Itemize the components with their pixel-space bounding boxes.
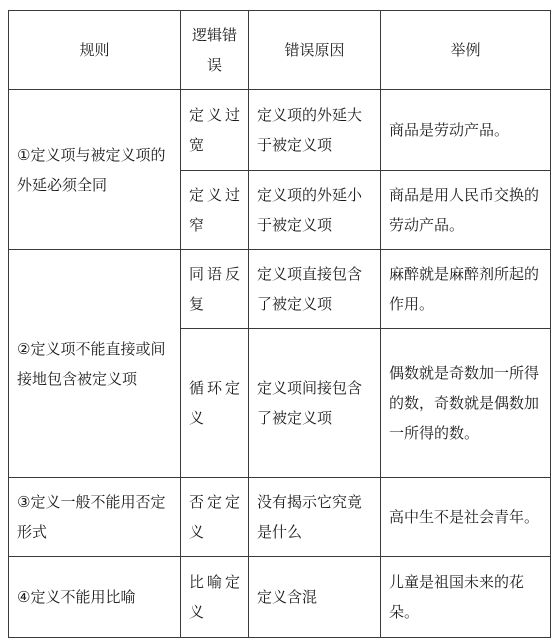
reason-cell: 定义项直接包含了被定义项 (249, 250, 381, 329)
example-cell: 偶数就是奇数加一所得的数，奇数就是偶数加一所得的数。 (381, 329, 551, 478)
rule-cell: ②定义项不能直接或间接地包含被定义项 (9, 250, 181, 478)
error-cell: 定义过窄 (181, 171, 249, 250)
error-cell: 循环定义 (181, 329, 249, 478)
definition-rules-table (8, 10, 551, 638)
rule-cell: ③定义一般不能用否定形式 (9, 478, 181, 557)
header-error: 逻辑错误 (181, 11, 249, 90)
header-row (9, 11, 551, 90)
example-cell: 儿童是祖国未来的花朵。 (381, 557, 551, 638)
error-cell: 同语反复 (181, 250, 249, 329)
reason-cell: 定义项间接包含了被定义项 (249, 329, 381, 478)
table-row (9, 250, 551, 329)
example-cell: 高中生不是社会青年。 (381, 478, 551, 557)
error-cell: 否定定义 (181, 478, 249, 557)
table-row (9, 90, 551, 171)
example-cell: 商品是劳动产品。 (381, 90, 551, 171)
reason-cell: 定义项的外延小于被定义项 (249, 171, 381, 250)
reason-cell: 没有揭示它究竟是什么 (249, 478, 381, 557)
rule-cell: ①定义项与被定义项的外延必须全同 (9, 90, 181, 250)
rule-cell: ④定义不能用比喻 (9, 557, 181, 638)
reason-cell: 定义含混 (249, 557, 381, 638)
error-cell: 比喻定义 (181, 557, 249, 638)
example-cell: 商品是用人民币交换的劳动产品。 (381, 171, 551, 250)
error-cell: 定义过宽 (181, 90, 249, 171)
header-example: 举例 (381, 11, 551, 90)
table-row (9, 557, 551, 638)
reason-cell: 定义项的外延大于被定义项 (249, 90, 381, 171)
header-reason: 错误原因 (249, 11, 381, 90)
header-rule: 规则 (9, 11, 181, 90)
table-row (9, 478, 551, 557)
example-cell: 麻醉就是麻醉剂所起的作用。 (381, 250, 551, 329)
